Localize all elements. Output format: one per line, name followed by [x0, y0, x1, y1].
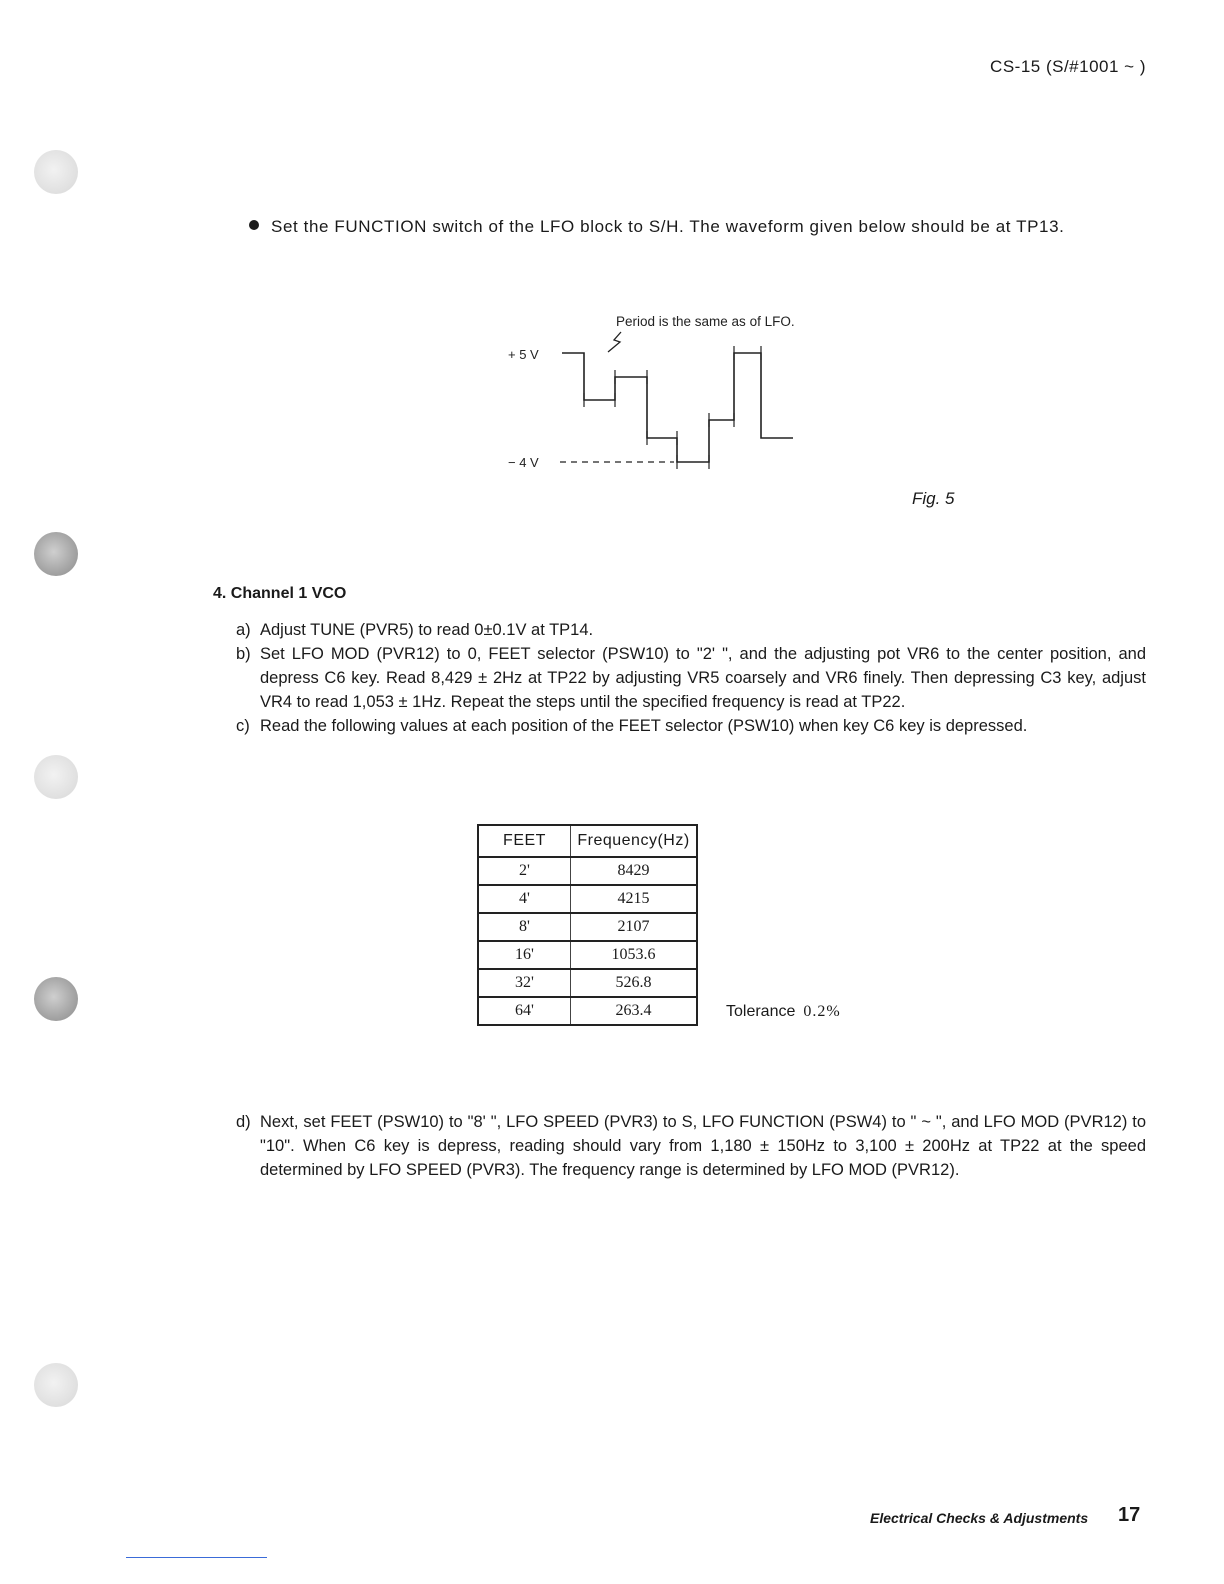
intro-instruction [249, 217, 1064, 237]
frequency-cell: 526.8 [571, 969, 698, 997]
step-label: d) [236, 1113, 251, 1131]
page-number: 17 [1118, 1504, 1141, 1526]
frequency-cell: 1053.6 [571, 941, 698, 969]
table-row [478, 941, 697, 969]
table-row [478, 997, 697, 1025]
binder-hole [34, 532, 78, 576]
step-text: Read the following values at each position of the FEET selector (PSW10) when key C6 key is depressed. [260, 717, 1028, 735]
step-c [236, 714, 1146, 738]
step-b [236, 642, 1146, 714]
column-header: Frequency(Hz) [571, 825, 698, 857]
document-model-code: CS-15 (S/#1001 ~ ) [990, 57, 1146, 76]
figure-annotation: Period is the same as of LFO. [616, 314, 795, 329]
frequency-cell: 263.4 [571, 997, 698, 1025]
bullet-icon [249, 220, 259, 230]
frequency-cell: 8429 [571, 857, 698, 885]
binder-hole [34, 1363, 78, 1407]
tolerance-value: 0.2% [803, 1003, 841, 1020]
high-voltage-label: + 5 V [508, 347, 539, 362]
intro-text: Set the FUNCTION switch of the LFO block to S/H. The waveform given below should be at TP13. [271, 217, 1065, 236]
column-header: FEET [478, 825, 571, 857]
feet-cell: 16' [478, 941, 571, 969]
feet-cell: 4' [478, 885, 571, 913]
binder-hole [34, 977, 78, 1021]
feet-cell: 64' [478, 997, 571, 1025]
feet-cell: 32' [478, 969, 571, 997]
table-row [478, 969, 697, 997]
footer-section-title: Electrical Checks & Adjustments [870, 1510, 1089, 1526]
feet-cell: 8' [478, 913, 571, 941]
pointer-arrow-icon [608, 332, 621, 352]
tolerance-note [726, 1003, 841, 1021]
bottom-rule [126, 1557, 267, 1558]
sample-hold-waveform-figure [490, 300, 830, 490]
table-row [478, 857, 697, 885]
binder-hole [34, 150, 78, 194]
step-label: c) [236, 717, 250, 735]
step-text: Set LFO MOD (PVR12) to 0, FEET selector (PSW10) to "2' ", and the adjusting pot VR6 to the center position, and depress C6 key. Read 8,429 ± 2Hz at TP22 by adjusting VR5 coarsely and VR6 finely. Then depressing C3 key, adjust VR4 to read 1,053 ± 1Hz. Repeat the steps until the specified frequency is read at TP22. [260, 645, 1146, 711]
feet-cell: 2' [478, 857, 571, 885]
feet-frequency-table [477, 824, 698, 1026]
figure-caption: Fig. 5 [912, 489, 955, 508]
low-voltage-label: − 4 V [508, 455, 539, 470]
step-a [236, 618, 1146, 642]
step-label: a) [236, 621, 251, 639]
table-header-row [478, 825, 697, 857]
step-text: Adjust TUNE (PVR5) to read 0±0.1V at TP14. [260, 621, 594, 639]
table-row [478, 913, 697, 941]
section-title: 4. Channel 1 VCO [213, 585, 347, 602]
step-label: b) [236, 645, 251, 663]
frequency-cell: 4215 [571, 885, 698, 913]
step-d [236, 1110, 1146, 1182]
binder-hole [34, 755, 78, 799]
waveform-trace [562, 353, 793, 462]
step-text: Next, set FEET (PSW10) to "8' ", LFO SPEED (PVR3) to S, LFO FUNCTION (PSW4) to " ~ ", and LFO MOD (PVR12) to "10". When C6 key is depress, reading should vary from 1,180 ± 150Hz to 3,100 ± 200Hz at TP22 at the speed determined by LFO SPEED (PVR3). The frequency range is determined by LFO MOD (PVR12). [260, 1113, 1146, 1179]
tolerance-label: Tolerance [726, 1003, 796, 1020]
table-row [478, 885, 697, 913]
frequency-cell: 2107 [571, 913, 698, 941]
